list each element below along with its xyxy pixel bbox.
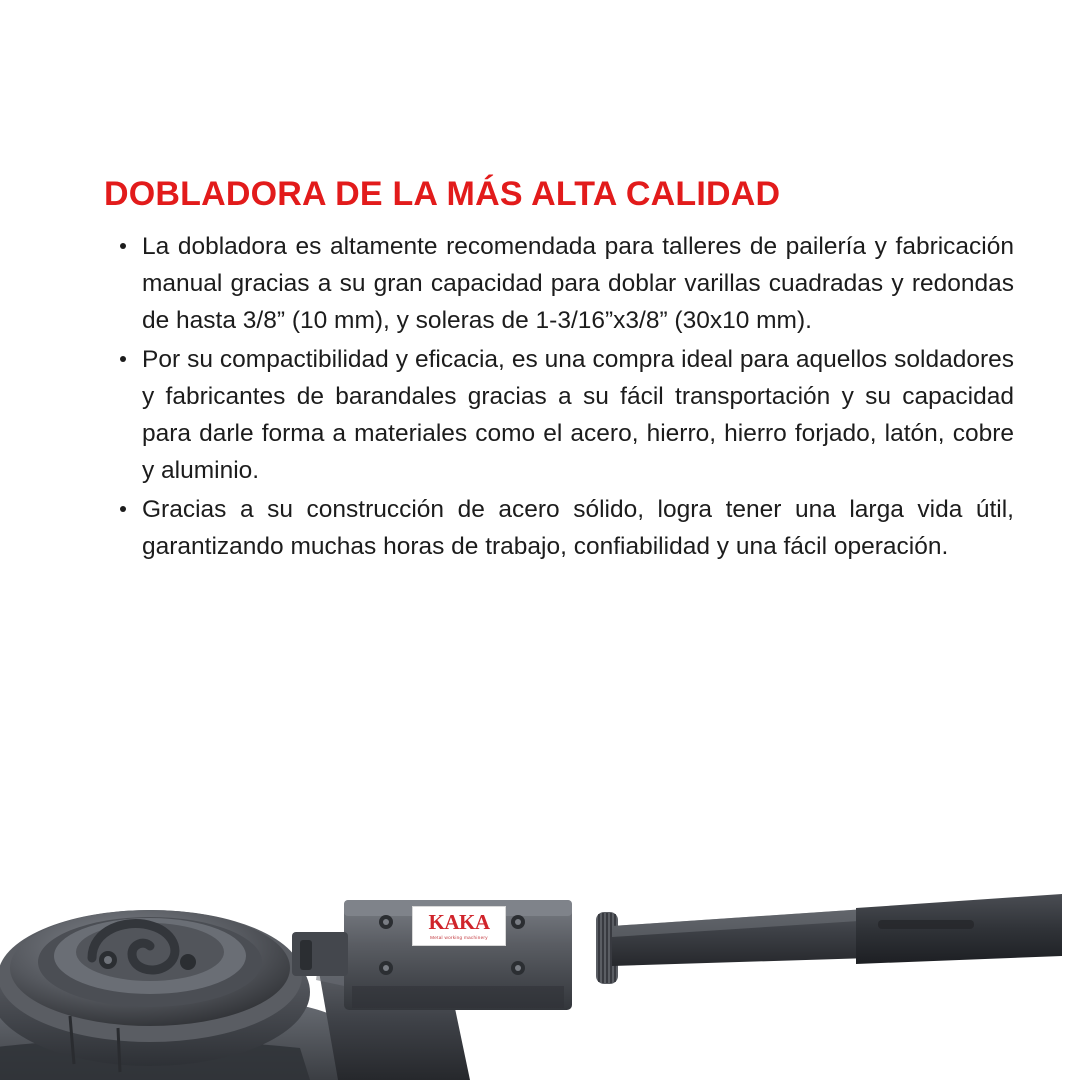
brand-tagline: Metal working machinery (430, 935, 488, 940)
brand-name: KAKA (428, 910, 490, 934)
product-image (0, 780, 1080, 1080)
feature-list (108, 228, 1014, 566)
list-item: Por su compactibilidad y eficacia, es una compra ideal para aquellos soldadores y fabricantes de barandales gracias a su fácil transportación y su capacidad para darle forma a materiales como el acero, hierro, hierro forjado, latón, cobre y aluminio. (142, 341, 1014, 490)
list-item: La dobladora es altamente recomendada para talleres de pailería y fabricación manual gracias a su gran capacidad para doblar varillas cuadradas y redondas de hasta 3/8” (10 mm), y soleras de 1-3/16”x3/8” (30x10 mm). (142, 228, 1014, 340)
page-title: DOBLADORA DE LA MÁS ALTA CALIDAD (104, 174, 781, 213)
brand-logo (412, 906, 506, 946)
machine-handle (612, 894, 1062, 966)
list-item: Gracias a su construcción de acero sólido, logra tener una larga vida útil, garantizando muchas horas de trabajo, confiabilidad y una fácil operación. (142, 491, 1014, 565)
